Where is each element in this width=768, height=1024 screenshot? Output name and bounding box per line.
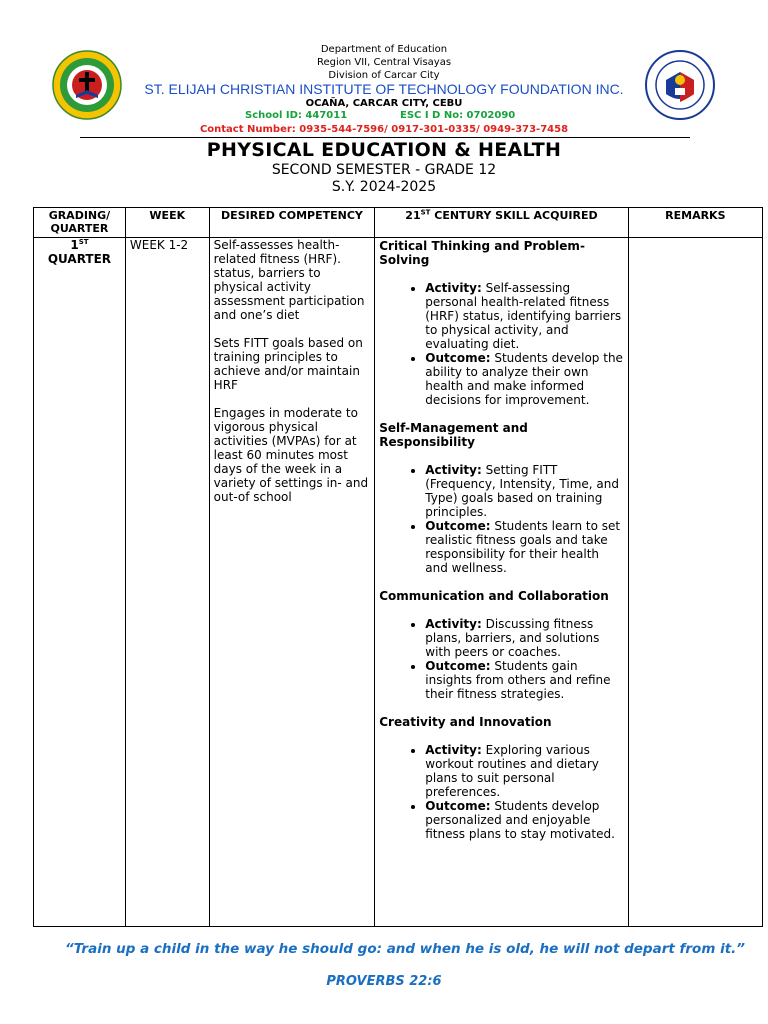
skill-heading — [379, 421, 623, 449]
header-skill-text: CENTURY SKILL ACQUIRED — [430, 209, 598, 222]
competency-item: Self-assesses health-related fitness (HRF). status, barriers to physical activity assessment participation and one’s diet — [213, 238, 365, 322]
table-row — [34, 238, 763, 927]
header-grading-quarter: GRADING/ QUARTER — [34, 208, 126, 238]
skill-title: Creativity and Innovation — [379, 715, 552, 729]
competency-cell — [209, 238, 375, 927]
list-item — [425, 351, 623, 407]
skill-list — [379, 463, 623, 575]
contact-number: Contact Number: 0935-544-7596/ 0917-301-0335/ 0949-373-7458 — [199, 124, 569, 135]
header-remarks: REMARKS — [628, 208, 762, 238]
outcome-label: Outcome: — [425, 351, 491, 365]
curriculum-table — [33, 207, 763, 927]
region-line: Region VII, Central Visayas — [316, 57, 452, 68]
list-item — [425, 799, 623, 841]
department-line: Department of Education — [320, 44, 448, 55]
outcome-text: Students learn to set realistic fitness goals and take responsibility for their health and wellness. — [425, 519, 621, 575]
semester-grade: SECOND SEMESTER - GRADE 12 — [271, 162, 497, 178]
bible-quote: “Train up a child in the way he should go: and when he is old, he will not depart from it.” — [65, 941, 745, 957]
list-item — [425, 281, 623, 351]
school-address: OCAÑA, CARCAR CITY, CEBU — [305, 98, 463, 109]
header-desired-competency: DESIRED COMPETENCY — [209, 208, 375, 238]
skill-list — [379, 743, 623, 841]
activity-label: Activity: — [425, 463, 482, 477]
division-line: Division of Carcar City — [328, 70, 440, 81]
outcome-label: Outcome: — [425, 519, 491, 533]
skill-title: Critical Thinking and Problem-Solving — [379, 239, 585, 267]
competency-item: Sets FITT goals based on training principles to achieve and/or maintain HRF — [213, 336, 363, 392]
header-skill-superscript: ST — [420, 208, 431, 217]
esc-id: ESC I D No: 0702090 — [400, 110, 516, 121]
outcome-label: Outcome: — [425, 659, 491, 673]
skill-list — [379, 281, 623, 407]
table-header-row — [34, 208, 763, 238]
school-name: ST. ELIJAH CHRISTIAN INSTITUTE OF TECHNOLOGY FOUNDATION INC. — [144, 81, 624, 97]
quarter-word: QUARTER — [47, 252, 112, 266]
outcome-label: Outcome: — [425, 799, 491, 813]
activity-label: Activity: — [425, 743, 482, 757]
header-21st-century-skill — [375, 208, 628, 238]
skill-list — [379, 617, 623, 701]
skill-heading — [379, 715, 623, 729]
list-item — [425, 463, 623, 519]
list-item — [425, 743, 623, 799]
activity-text: Exploring various workout routines and dietary plans to suit personal preferences. — [425, 743, 599, 799]
header-divider — [80, 137, 690, 138]
competency-item: Engages in moderate to vigorous physical activities (MVPAs) for at least 60 minutes most days of the week in a variety of settings in- and out-of school — [213, 406, 369, 504]
header-week: WEEK — [125, 208, 209, 238]
quarter-superscript: ST — [78, 238, 89, 246]
skill-heading — [379, 239, 623, 267]
activity-text: Setting FITT (Frequency, Intensity, Time, and Type) goals based on training principles. — [425, 463, 619, 519]
outcome-text: Students gain insights from others and refine their fitness strategies. — [425, 659, 611, 701]
school-year: S.Y. 2024-2025 — [331, 179, 437, 195]
bible-reference: PROVERBS 22:6 — [326, 974, 442, 989]
quarter-number: 1 — [70, 238, 79, 252]
list-item — [425, 617, 623, 659]
skills-cell — [375, 238, 628, 927]
deped-seal-logo — [645, 50, 715, 120]
week-cell: WEEK 1-2 — [125, 238, 209, 927]
skill-heading — [379, 589, 623, 603]
skill-title: Communication and Collaboration — [379, 589, 609, 603]
activity-label: Activity: — [425, 617, 482, 631]
activity-text: Discussing fitness plans, barriers, and solutions with peers or coaches. — [425, 617, 600, 659]
list-item — [425, 519, 623, 575]
letterhead — [0, 0, 768, 195]
activity-text: Self-assessing personal health-related fitness (HRF) status, identifying barriers to physical activity, and evaluating diet. — [425, 281, 622, 351]
remarks-cell — [628, 238, 762, 927]
outcome-text: Students develop the ability to analyze their own health and make informed decisions for improvement. — [425, 351, 623, 407]
skill-title: Self-Management and Responsibility — [379, 421, 528, 449]
outcome-text: Students develop personalized and enjoyable fitness plans to stay motivated. — [425, 799, 615, 841]
header-skill-number: 21 — [405, 209, 421, 222]
document-title: PHYSICAL EDUCATION & HEALTH — [206, 139, 562, 161]
school-id: School ID: 447011 — [245, 110, 348, 121]
activity-label: Activity: — [425, 281, 482, 295]
list-item — [425, 659, 623, 701]
quarter-cell — [34, 238, 126, 927]
